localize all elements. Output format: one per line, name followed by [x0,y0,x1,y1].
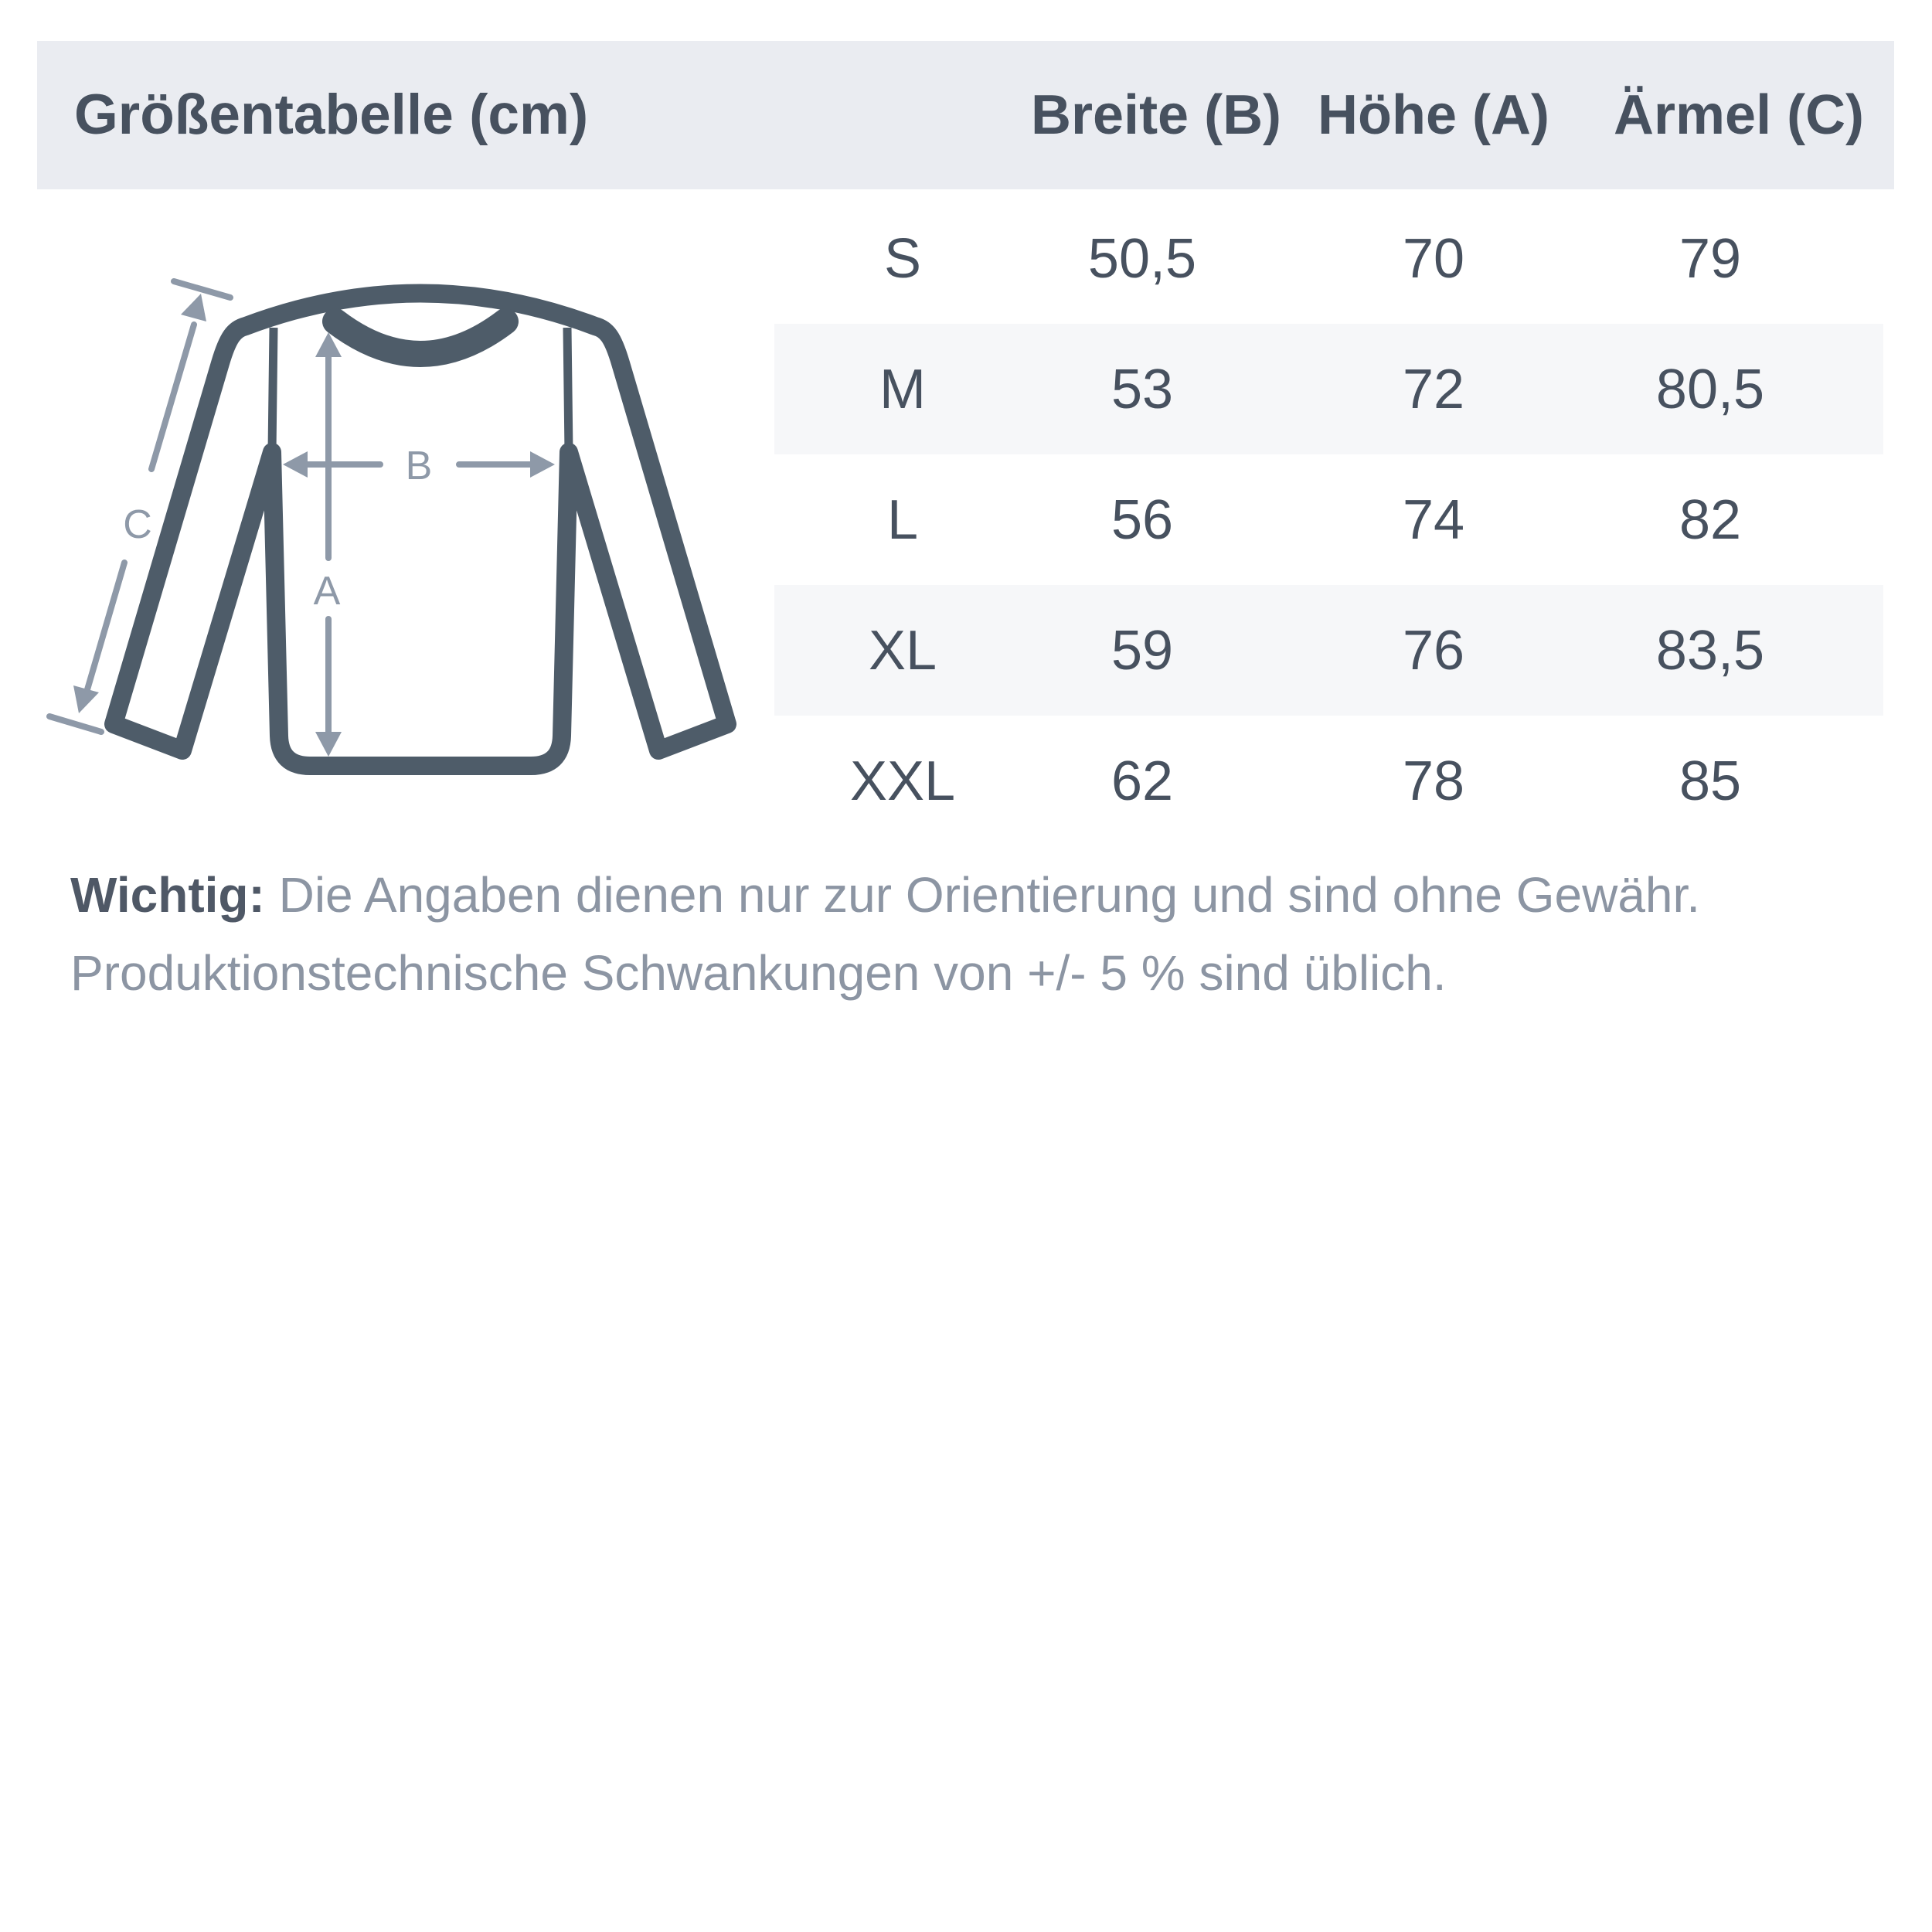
size-label: L [886,488,919,551]
table-row-xl [774,585,1883,716]
dimension-c-label: C [123,502,152,547]
dimension-a-label: A [313,569,341,614]
breite-value: 59 [1111,619,1174,682]
disclaimer-line-1: Wichtig: Die Angaben dienen nur zur Orientierung und sind ohne Gewähr. [70,867,1701,923]
table-row-m [774,324,1883,454]
breite-value: 53 [1111,358,1174,420]
breite-value: 56 [1111,488,1174,551]
hoehe-value: 70 [1402,227,1465,290]
size-label: S [883,227,922,290]
disclaimer-note [70,856,1902,1012]
aermel-value: 79 [1679,227,1742,290]
column-headers [774,41,1865,189]
table-row-l [774,454,1883,585]
table-row-xxl [774,716,1883,846]
breite-value: 62 [1111,750,1174,812]
hoehe-value: 76 [1402,619,1465,682]
disclaimer-line-2: Produktionstechnische Schwankungen von +/- 5 % sind üblich. [70,945,1447,1001]
aermel-value: 82 [1679,488,1742,551]
dimension-b-label: B [405,444,433,488]
breite-value: 50,5 [1087,227,1197,290]
size-label: M [879,358,926,420]
shirt-measurement-diagram [0,0,773,819]
size-chart-title: Größentabelle (cm) [74,83,589,146]
aermel-value: 80,5 [1655,358,1765,420]
column-header-breite: Breite (B) [1031,84,1282,146]
disclaimer-bold-label: Wichtig: [70,867,265,923]
hoehe-value: 78 [1402,750,1465,812]
arrow-down-left-icon [73,685,99,713]
hoehe-value: 74 [1402,488,1465,551]
column-header-aermel: Ärmel (C) [1614,84,1865,146]
column-header-hoehe: Höhe (A) [1318,84,1549,146]
aermel-value: 83,5 [1655,619,1765,682]
size-label: XXL [849,750,956,812]
hoehe-value: 72 [1402,358,1465,420]
table-row-s [774,193,1883,324]
size-table [774,193,1883,846]
dimension-end-tick [49,716,101,732]
dimension-end-tick [174,281,230,298]
size-label: XL [868,619,937,682]
arrow-up-right-icon [181,294,206,321]
aermel-value: 85 [1679,750,1742,812]
